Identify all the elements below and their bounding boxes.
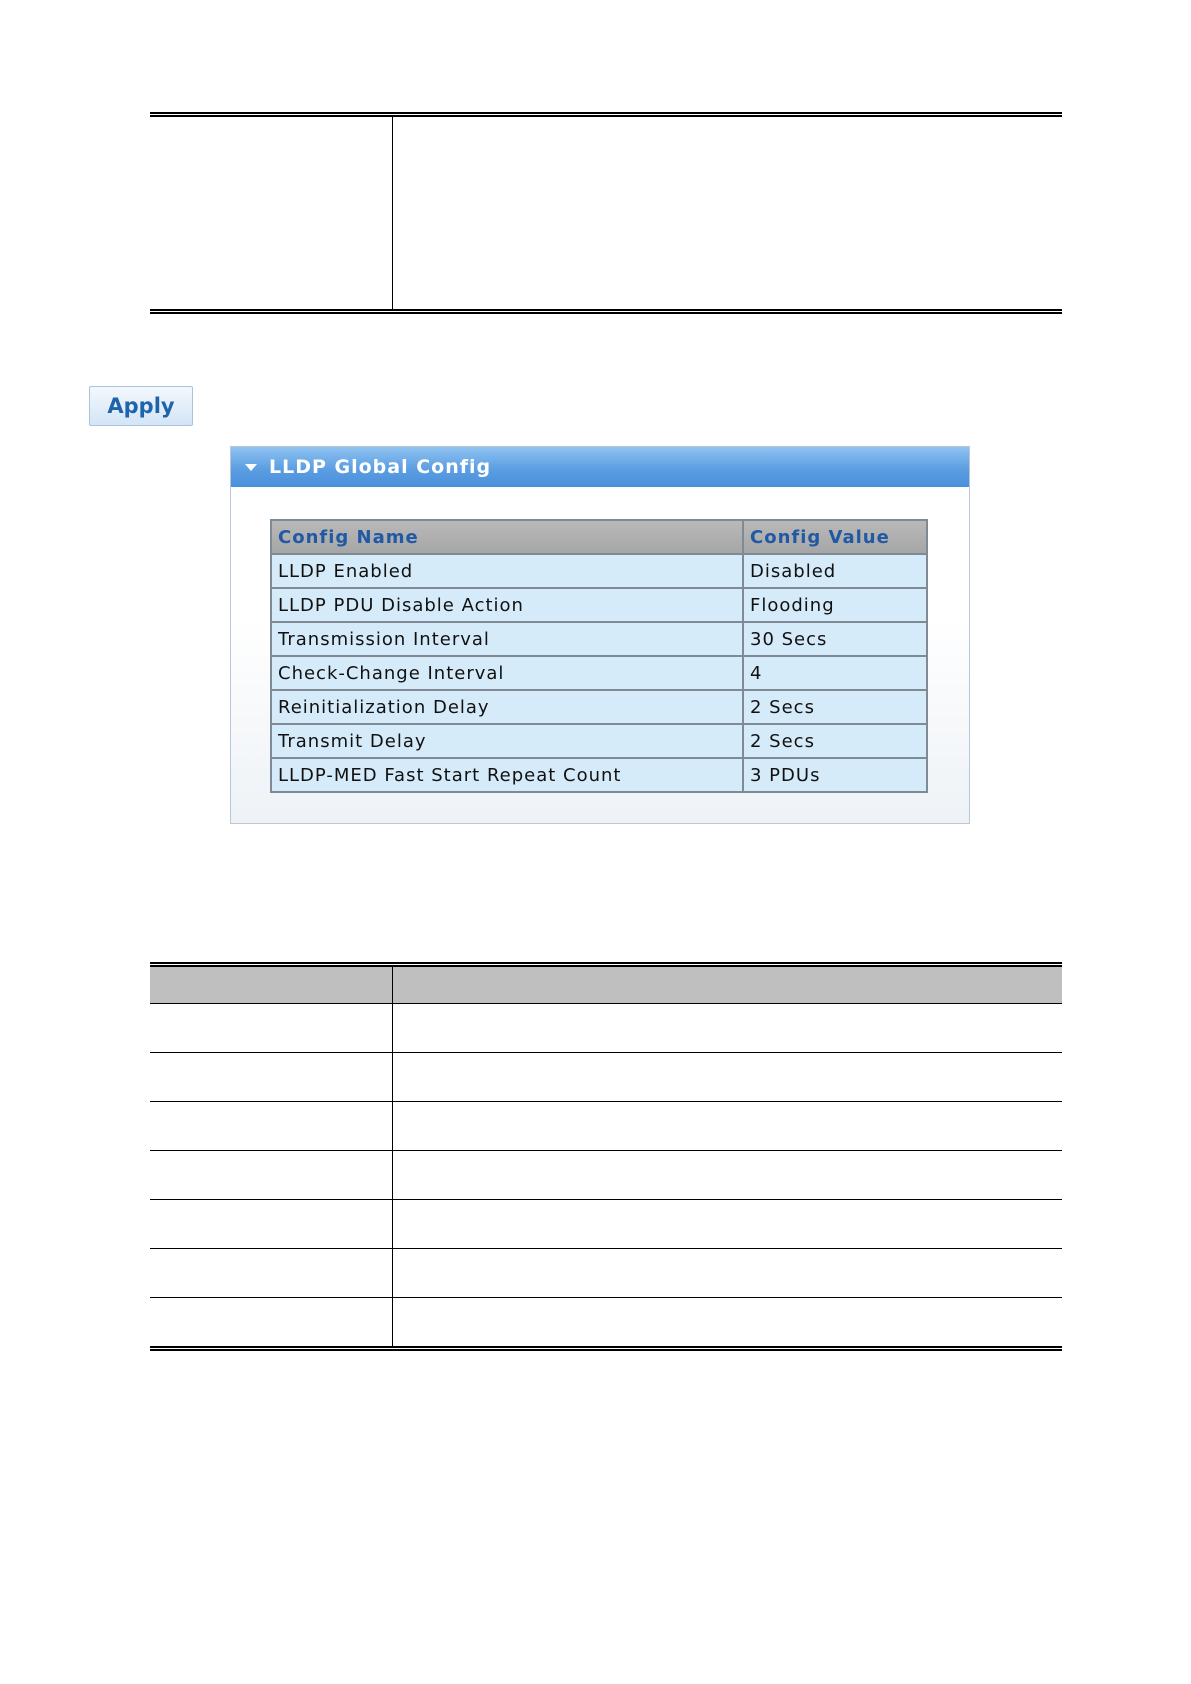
table-row: [271, 622, 927, 656]
object-cell: [150, 1151, 393, 1200]
object-cell: [150, 1249, 393, 1298]
header-cell: [150, 965, 393, 1004]
config-value-cell: 2 Secs: [743, 724, 927, 758]
lldp-config-table: [270, 519, 928, 793]
top-parameter-table: [150, 112, 1062, 314]
description-table: [150, 962, 1062, 1351]
table-row: [271, 724, 927, 758]
table-row: [150, 1298, 1062, 1349]
object-cell: [150, 1102, 393, 1151]
config-value-cell: 30 Secs: [743, 622, 927, 656]
description-header-row: [150, 965, 1062, 1004]
object-cell: [150, 1004, 393, 1053]
description-cell: [393, 1298, 1063, 1349]
config-value-header: Config Value: [743, 520, 927, 554]
table-row: [271, 758, 927, 792]
config-name-cell: Transmit Delay: [271, 724, 743, 758]
description-cell: [393, 1200, 1063, 1249]
config-value-cell: Disabled: [743, 554, 927, 588]
description-cell: [393, 1249, 1063, 1298]
table-row: [150, 1151, 1062, 1200]
table-row: [271, 690, 927, 724]
table-row: [150, 1249, 1062, 1298]
config-value-cell: 4: [743, 656, 927, 690]
panel-title: LLDP Global Config: [269, 456, 492, 478]
description-cell: [393, 1102, 1063, 1151]
table-row: [150, 1004, 1062, 1053]
table-row: [271, 656, 927, 690]
config-name-cell: LLDP-MED Fast Start Repeat Count: [271, 758, 743, 792]
table-row: [150, 1102, 1062, 1151]
config-value-cell: 2 Secs: [743, 690, 927, 724]
config-name-cell: LLDP PDU Disable Action: [271, 588, 743, 622]
config-value-cell: 3 PDUs: [743, 758, 927, 792]
table-header-row: [271, 520, 927, 554]
description-cell: [393, 1004, 1063, 1053]
description-cell: [393, 1053, 1063, 1102]
config-name-cell: LLDP Enabled: [271, 554, 743, 588]
config-name-cell: Check-Change Interval: [271, 656, 743, 690]
config-name-cell: Transmission Interval: [271, 622, 743, 656]
object-cell: [150, 1200, 393, 1249]
table-row: [271, 554, 927, 588]
panel-header[interactable]: [231, 447, 969, 487]
collapse-arrow-icon[interactable]: [245, 464, 257, 471]
lldp-global-config-panel: [230, 446, 970, 824]
table-row: [271, 588, 927, 622]
config-name-header: Config Name: [271, 520, 743, 554]
config-value-cell: Flooding: [743, 588, 927, 622]
table-row: [150, 1053, 1062, 1102]
header-cell: [393, 965, 1063, 1004]
object-cell: [150, 1053, 393, 1102]
description-cell: [393, 1151, 1063, 1200]
object-cell: [150, 1298, 393, 1349]
column-divider: [392, 117, 393, 309]
table-row: [150, 1200, 1062, 1249]
apply-button[interactable]: Apply: [89, 386, 193, 426]
config-name-cell: Reinitialization Delay: [271, 690, 743, 724]
